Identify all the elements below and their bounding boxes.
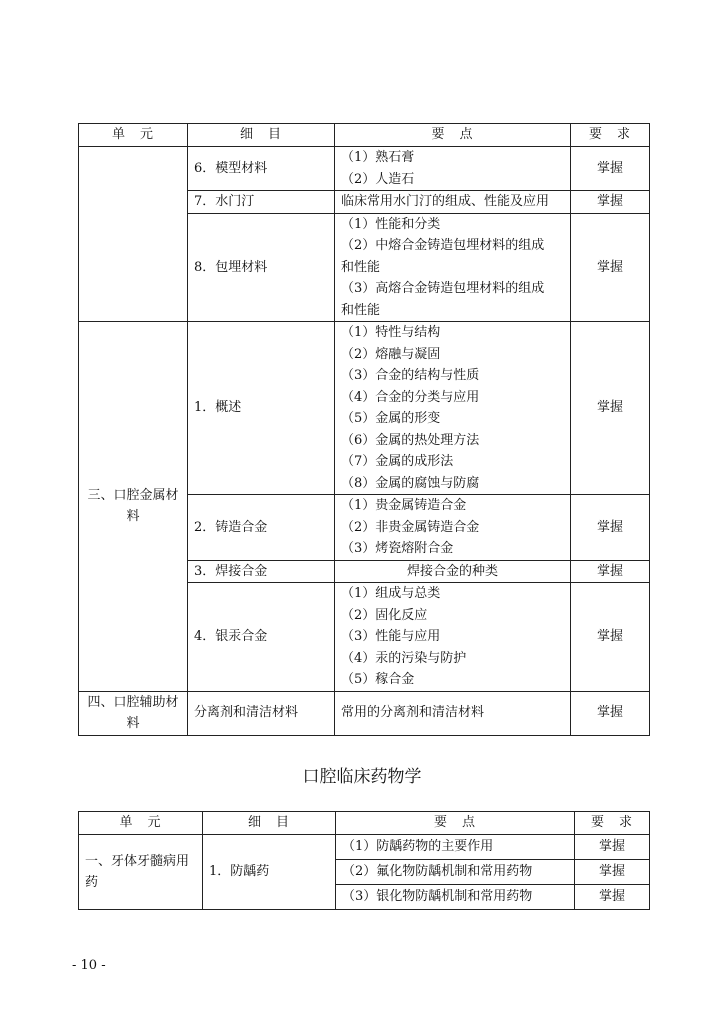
requirement-cell: 掌握 xyxy=(571,583,650,692)
table-header-row xyxy=(79,812,650,835)
page-number: - 10 - xyxy=(72,958,106,973)
header-item: 细 目 xyxy=(203,812,336,835)
requirement-cell: 掌握 xyxy=(575,860,650,885)
header-unit: 单 元 xyxy=(79,812,203,835)
item-cell: 7．水门汀 xyxy=(188,191,335,214)
points-cell: （1）熟石膏 （2）人造石 xyxy=(335,147,571,191)
curriculum-table-clinical-pharmacology xyxy=(78,811,650,910)
points-cell: （1）组成与总类 （2）固化反应 （3）性能与应用 （4）汞的污染与防护 （5）稼合金 xyxy=(335,583,571,692)
item-cell: 2．铸造合金 xyxy=(188,495,335,561)
requirement-cell: 掌握 xyxy=(571,495,650,561)
points-cell: （1）防龋药物的主要作用 xyxy=(336,835,575,860)
points-cell: （1）特性与结构 （2）熔融与凝固 （3）合金的结构与性质 （4）合金的分类与应用 （5）金属的形变 （6）金属的热处理方法 （7）金属的成形法 （8）金属的腐蚀与防腐 xyxy=(335,322,571,495)
requirement-cell: 掌握 xyxy=(575,835,650,860)
points-cell: （2）氟化物防龋机制和常用药物 xyxy=(336,860,575,885)
header-points: 要 点 xyxy=(335,124,571,147)
points-cell: （3）银化物防龋机制和常用药物 xyxy=(336,885,575,910)
header-points: 要 点 xyxy=(336,812,575,835)
table-row xyxy=(79,835,650,860)
item-cell: 4．银汞合金 xyxy=(188,583,335,692)
item-cell: 6．模型材料 xyxy=(188,147,335,191)
requirement-cell: 掌握 xyxy=(571,191,650,214)
header-unit: 单 元 xyxy=(79,124,188,147)
item-cell: 1．防龋药 xyxy=(203,835,336,910)
points-cell: （1）性能和分类 （2）中熔合金铸造包埋材料的组成 和性能 （3）高熔合金铸造包埋材料的组成 和性能 xyxy=(335,213,571,322)
requirement-cell: 掌握 xyxy=(571,147,650,191)
points-cell: 焊接合金的种类 xyxy=(335,560,571,583)
item-cell: 3．焊接合金 xyxy=(188,560,335,583)
curriculum-table-dental-materials xyxy=(78,123,650,736)
table-row xyxy=(79,691,650,735)
item-cell: 分离剂和清洁材料 xyxy=(188,691,335,735)
header-requirement: 要 求 xyxy=(575,812,650,835)
header-item: 细 目 xyxy=(188,124,335,147)
unit-cell-empty xyxy=(79,147,188,322)
section-title: 口腔临床药物学 xyxy=(302,767,422,787)
header-requirement: 要 求 xyxy=(571,124,650,147)
table-row xyxy=(79,147,650,191)
item-cell: 8．包埋材料 xyxy=(188,213,335,322)
points-cell: 临床常用水门汀的组成、性能及应用 xyxy=(335,191,571,214)
table-header-row xyxy=(79,124,650,147)
requirement-cell: 掌握 xyxy=(571,691,650,735)
table-row xyxy=(79,322,650,495)
unit-cell: 三、口腔金属材 料 xyxy=(79,322,188,692)
unit-cell: 四、口腔辅助材 料 xyxy=(79,691,188,735)
unit-cell: 一、牙体牙髓病用 药 xyxy=(79,835,203,910)
points-cell: （1）贵金属铸造合金 （2）非贵金属铸造合金 （3）烤瓷熔附合金 xyxy=(335,495,571,561)
requirement-cell: 掌握 xyxy=(571,322,650,495)
points-cell: 常用的分离剂和清洁材料 xyxy=(335,691,571,735)
requirement-cell: 掌握 xyxy=(575,885,650,910)
item-cell: 1．概述 xyxy=(188,322,335,495)
requirement-cell: 掌握 xyxy=(571,560,650,583)
requirement-cell: 掌握 xyxy=(571,213,650,322)
